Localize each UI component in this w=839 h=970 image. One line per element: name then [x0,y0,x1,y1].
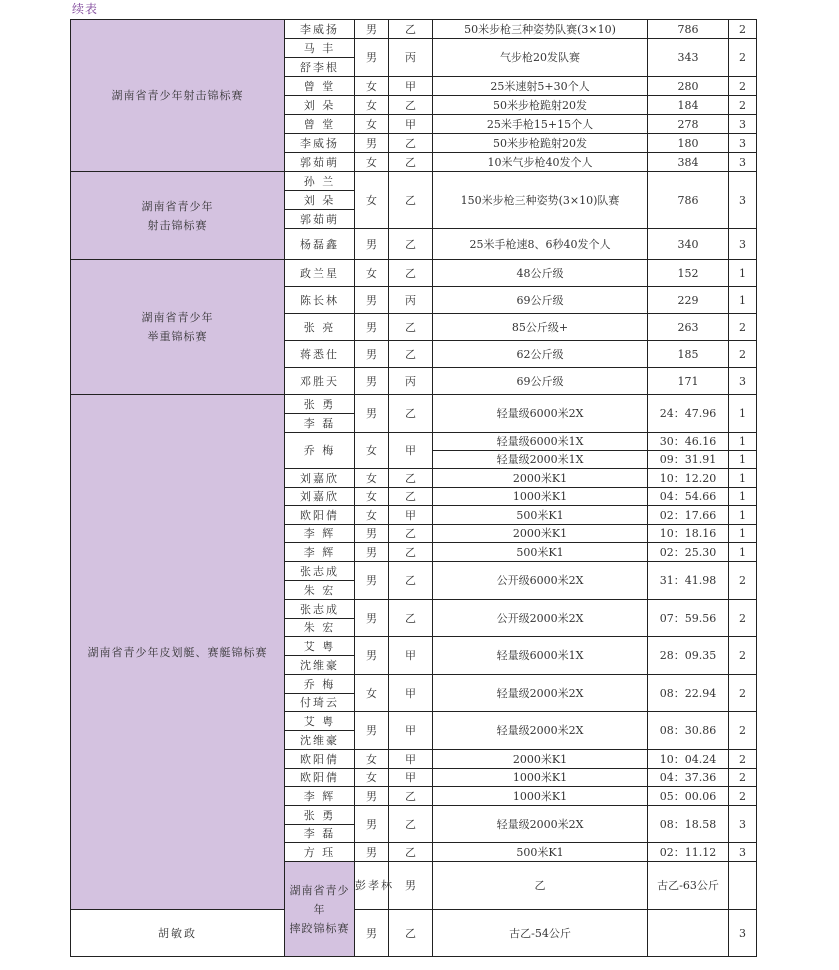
name-cell: 张志成 [285,600,355,619]
event-cell: 48公斤级 [433,260,648,287]
event-cell: 62公斤级 [433,341,648,368]
gender-cell: 女 [355,750,389,769]
group-cell: 甲 [389,750,433,769]
name-cell: 李 辉 [285,787,355,806]
gender-cell: 男 [355,287,389,314]
score-cell: 340 [648,229,729,260]
name-cell: 沈维豪 [285,656,355,675]
group-cell: 甲 [389,712,433,750]
score-cell: 04：54.66 [648,488,729,506]
name-cell: 李 辉 [285,525,355,543]
rank-cell: 2 [729,341,757,368]
gender-cell: 女 [355,506,389,525]
score-cell: 04：37.36 [648,769,729,787]
name-cell: 李威扬 [285,20,355,39]
rank-cell: 2 [729,637,757,675]
group-cell: 乙 [389,172,433,229]
score-cell: 28：09.35 [648,637,729,675]
score-cell: 152 [648,260,729,287]
gender-cell: 男 [355,395,389,433]
group-cell: 乙 [389,341,433,368]
score-cell: 343 [648,39,729,77]
rank-cell: 3 [729,910,757,957]
group-cell: 丙 [389,287,433,314]
event-cell: 25米手枪15+15个人 [433,115,648,134]
name-cell: 郭茹萌 [285,210,355,229]
rank-cell: 3 [729,172,757,229]
gender-cell: 女 [355,172,389,229]
event-cell: 500米K1 [433,506,648,525]
group-cell: 乙 [389,134,433,153]
gender-cell: 女 [355,433,389,469]
name-cell: 刘 朵 [285,191,355,210]
gender-cell: 男 [355,543,389,562]
score-cell: 10：04.24 [648,750,729,769]
group-cell: 乙 [389,153,433,172]
rank-cell: 1 [729,525,757,543]
group-cell: 乙 [433,862,648,910]
group-cell: 乙 [389,488,433,506]
event-cell: 古乙-63公斤 [648,862,729,910]
name-cell: 李 辉 [285,543,355,562]
gender-cell: 女 [355,153,389,172]
name-cell: 政兰星 [285,260,355,287]
event-cell: 轻量级6000米2X [433,395,648,433]
gender-cell: 女 [355,675,389,712]
group-cell: 甲 [389,115,433,134]
gender-cell: 男 [355,341,389,368]
group-cell: 甲 [389,769,433,787]
name-cell: 艾 粤 [285,712,355,731]
group-cell: 丙 [389,39,433,77]
table-row [71,395,757,414]
gender-cell: 男 [355,134,389,153]
category-cell: 湖南省青少年皮划艇、赛艇锦标赛 [71,395,285,910]
name-cell: 方 珏 [285,843,355,862]
score-cell: 02：25.30 [648,543,729,562]
name-cell: 杨磊鑫 [285,229,355,260]
rank-cell: 1 [729,395,757,433]
event-cell: 古乙-54公斤 [433,910,648,957]
name-cell: 乔 梅 [285,675,355,694]
rank-cell: 2 [729,600,757,637]
gender-cell: 女 [355,260,389,287]
gender-cell: 男 [355,843,389,862]
group-cell: 乙 [389,843,433,862]
rank-cell: 2 [729,562,757,600]
event-cell: 2000米K1 [433,750,648,769]
group-cell: 乙 [389,395,433,433]
score-cell [648,910,729,957]
rank-cell: 3 [729,115,757,134]
group-cell: 甲 [389,77,433,96]
event-cell: 69公斤级 [433,287,648,314]
gender-cell: 女 [355,488,389,506]
event-cell: 10米气步枪40发个人 [433,153,648,172]
rank-cell: 1 [729,543,757,562]
score-cell: 180 [648,134,729,153]
name-cell: 欧阳倩 [285,506,355,525]
score-cell: 31：41.98 [648,562,729,600]
continued-label: 续表 [72,2,99,16]
score-cell: 263 [648,314,729,341]
rank-cell: 3 [729,368,757,395]
name-cell: 李 磊 [285,825,355,843]
score-cell: 185 [648,341,729,368]
name-cell: 郭茹萌 [285,153,355,172]
event-cell: 2000米K1 [433,525,648,543]
rank-cell: 3 [729,229,757,260]
event-cell: 50米步枪跪射20发 [433,134,648,153]
rank-cell: 2 [729,77,757,96]
event-cell: 500米K1 [433,843,648,862]
name-cell: 胡敏政 [71,910,285,957]
rank-cell: 1 [729,433,757,451]
rank-cell: 2 [729,96,757,115]
rank-cell: 2 [729,20,757,39]
table-row [71,172,757,191]
name-cell: 付琦云 [285,694,355,712]
group-cell: 丙 [389,368,433,395]
event-cell: 气步枪20发队赛 [433,39,648,77]
gender-cell: 男 [355,787,389,806]
name-cell: 刘嘉欣 [285,469,355,488]
group-cell: 乙 [389,229,433,260]
category-cell: 湖南省青少年射击锦标赛 [71,20,285,172]
group-cell: 乙 [389,525,433,543]
group-cell: 乙 [389,600,433,637]
score-cell: 280 [648,77,729,96]
name-cell: 陈长林 [285,287,355,314]
name-cell: 曾 堂 [285,115,355,134]
group-cell: 乙 [389,562,433,600]
gender-cell: 女 [355,469,389,488]
gender-cell: 男 [355,712,389,750]
score-cell: 384 [648,153,729,172]
gender-cell: 男 [355,39,389,77]
rank-cell: 1 [729,260,757,287]
event-cell: 1000米K1 [433,488,648,506]
event-cell: 轻量级2000米2X [433,675,648,712]
name-cell: 张 亮 [285,314,355,341]
event-cell: 公开级2000米2X [433,600,648,637]
score-cell: 09：31.91 [648,451,729,469]
score-cell: 24：47.96 [648,395,729,433]
event-cell: 1000米K1 [433,787,648,806]
name-cell: 乔 梅 [285,433,355,469]
event-cell: 85公斤级+ [433,314,648,341]
score-cell: 08：30.86 [648,712,729,750]
score-cell: 786 [648,20,729,39]
group-cell: 乙 [389,543,433,562]
group-cell: 乙 [389,787,433,806]
gender-cell: 女 [355,769,389,787]
rank-cell: 1 [729,469,757,488]
name-cell: 彭孝林 [355,862,389,910]
rank-cell: 1 [729,287,757,314]
name-cell: 朱 宏 [285,619,355,637]
gender-cell: 男 [355,806,389,843]
name-cell: 朱 宏 [285,581,355,600]
score-cell: 184 [648,96,729,115]
table-row [71,910,757,957]
name-cell: 舒李根 [285,58,355,77]
score-cell: 05：00.06 [648,787,729,806]
rank-cell: 3 [729,134,757,153]
name-cell: 马 丰 [285,39,355,58]
rank-cell: 2 [729,750,757,769]
score-cell [729,862,757,910]
rank-cell: 2 [729,675,757,712]
name-cell: 孙 兰 [285,172,355,191]
rank-cell: 2 [729,769,757,787]
gender-cell: 男 [355,525,389,543]
score-cell: 08：22.94 [648,675,729,712]
rank-cell: 1 [729,506,757,525]
score-cell: 02：17.66 [648,506,729,525]
group-cell: 乙 [389,806,433,843]
event-cell: 500米K1 [433,543,648,562]
event-cell: 轻量级6000米1X [433,637,648,675]
gender-cell: 男 [389,862,433,910]
name-cell: 张 勇 [285,806,355,825]
gender-cell: 男 [355,562,389,600]
name-cell: 刘嘉欣 [285,488,355,506]
rank-cell: 2 [729,787,757,806]
name-cell: 蒋悉仕 [285,341,355,368]
rank-cell: 3 [729,843,757,862]
name-cell: 邓胜天 [285,368,355,395]
results-table [70,19,757,957]
event-cell: 轻量级2000米2X [433,712,648,750]
event-cell: 25米手枪速8、6秒40发个人 [433,229,648,260]
rank-cell: 2 [729,712,757,750]
gender-cell: 男 [355,314,389,341]
name-cell: 张 勇 [285,395,355,414]
gender-cell: 男 [355,637,389,675]
score-cell: 10：18.16 [648,525,729,543]
gender-cell: 男 [355,600,389,637]
table-row [71,260,757,287]
rank-cell: 1 [729,451,757,469]
rank-cell: 3 [729,153,757,172]
gender-cell: 男 [355,20,389,39]
group-cell: 乙 [389,314,433,341]
score-cell: 786 [648,172,729,229]
rank-cell: 2 [729,39,757,77]
gender-cell: 女 [355,96,389,115]
name-cell: 欧阳倩 [285,750,355,769]
rank-cell: 2 [729,314,757,341]
gender-cell: 男 [355,910,389,957]
event-cell: 公开级6000米2X [433,562,648,600]
group-cell: 甲 [389,637,433,675]
score-cell: 08：18.58 [648,806,729,843]
rank-cell: 1 [729,488,757,506]
event-cell: 69公斤级 [433,368,648,395]
group-cell: 乙 [389,96,433,115]
score-cell: 30：46.16 [648,433,729,451]
event-cell: 50米步枪三种姿势队赛(3×10) [433,20,648,39]
score-cell: 02：11.12 [648,843,729,862]
gender-cell: 女 [355,77,389,96]
event-cell: 25米速射5+30个人 [433,77,648,96]
event-cell: 1000米K1 [433,769,648,787]
event-cell: 2000米K1 [433,469,648,488]
name-cell: 张志成 [285,562,355,581]
score-cell: 171 [648,368,729,395]
event-cell: 轻量级2000米1X [433,451,648,469]
score-cell: 10：12.20 [648,469,729,488]
name-cell: 艾 粤 [285,637,355,656]
gender-cell: 男 [355,368,389,395]
name-cell: 李威扬 [285,134,355,153]
name-cell: 欧阳倩 [285,769,355,787]
group-cell: 甲 [389,506,433,525]
category-cell: 湖南省青少年 举重锦标赛 [71,260,285,395]
group-cell: 乙 [389,260,433,287]
group-cell: 甲 [389,433,433,469]
group-cell: 乙 [389,910,433,957]
event-cell: 50米步枪跪射20发 [433,96,648,115]
score-cell: 278 [648,115,729,134]
event-cell: 轻量级6000米1X [433,433,648,451]
name-cell: 刘 朵 [285,96,355,115]
category-cell: 湖南省青少年 射击锦标赛 [71,172,285,260]
gender-cell: 男 [355,229,389,260]
group-cell: 乙 [389,469,433,488]
name-cell: 沈维豪 [285,731,355,750]
rank-cell: 3 [729,806,757,843]
name-cell: 曾 堂 [285,77,355,96]
group-cell: 乙 [389,20,433,39]
score-cell: 07：59.56 [648,600,729,637]
category-cell: 湖南省青少年 摔跤锦标赛 [285,862,355,957]
event-cell: 150米步枪三种姿势(3×10)队赛 [433,172,648,229]
table-row [71,20,757,39]
event-cell: 轻量级2000米2X [433,806,648,843]
name-cell: 李 磊 [285,414,355,433]
group-cell: 甲 [389,675,433,712]
score-cell: 229 [648,287,729,314]
gender-cell: 女 [355,115,389,134]
